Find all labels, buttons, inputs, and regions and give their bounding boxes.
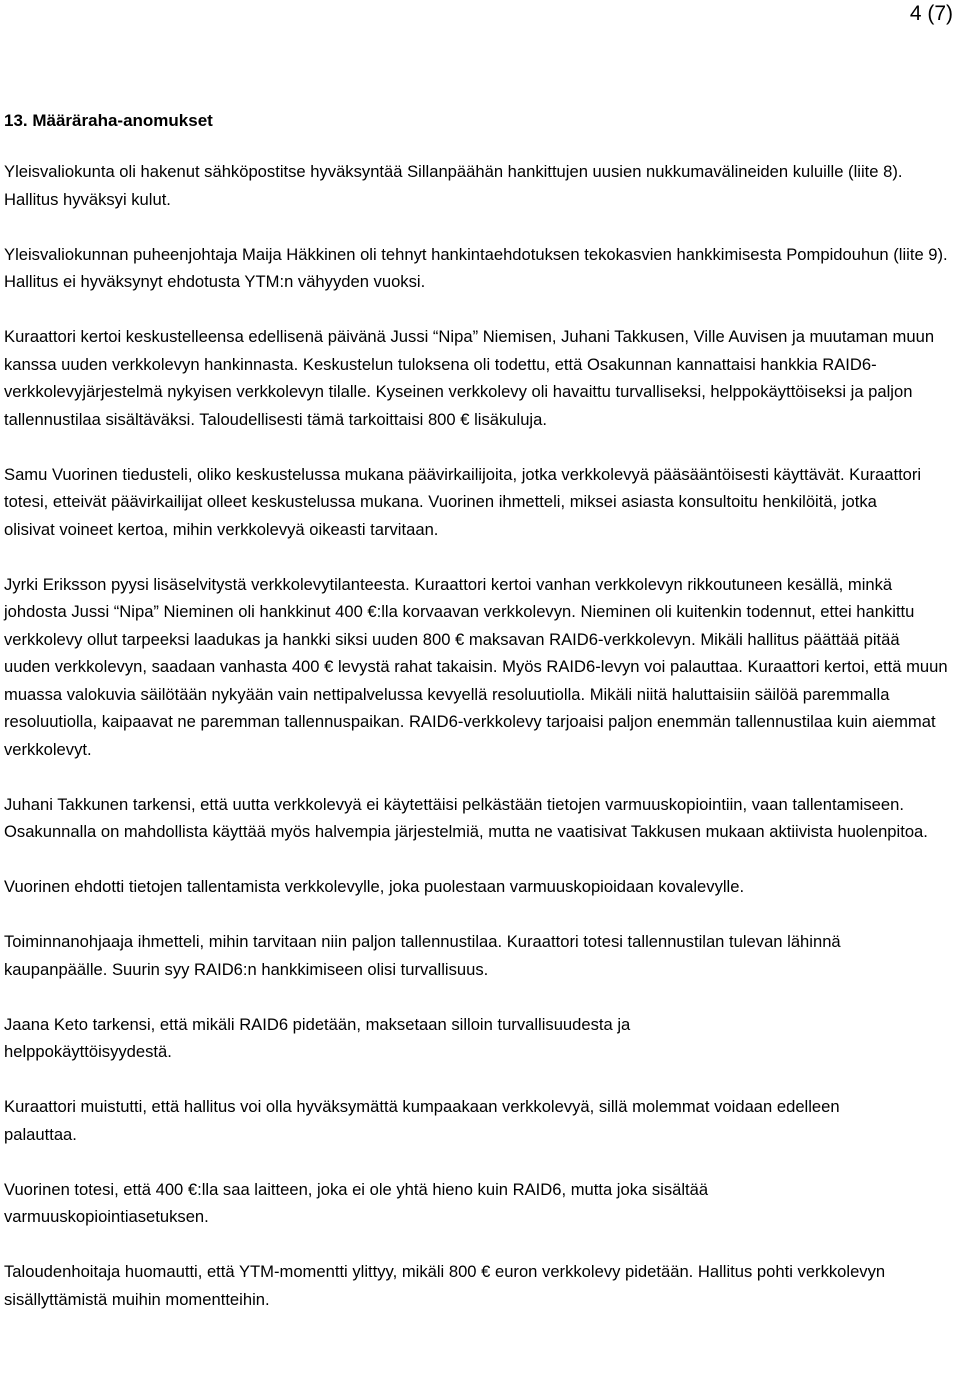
page-number: 4 (7) <box>909 2 953 25</box>
paragraph-vuorinen-question: Samu Vuorinen tiedusteli, oliko keskustelussa mukana päävirkailijoita, jotka verkkolevyä pääsääntöisesti käyttävät. Kuraattori totesi, etteivät päävirkailijat olleet keskustelussa mukana. Vuorinen ihmetteli, miksei asiasta konsultoitu henkilöitä, jotka olisivat voineet kertoa, mihin verkkolevyä oikeasti tarvitaan. <box>4 464 922 539</box>
section-heading: 13. Määräraha-anomukset <box>4 111 213 130</box>
paragraph-eriksson-clarification: Jyrki Eriksson pyysi lisäselvitystä verkkolevytilanteesta. Kuraattori kertoi vanhan verkkolevyn rikkoutuneen kesällä, minkä johdosta Jussi “Nipa” Nieminen oli hankkinut 400 €:lla korvaavan verkkolevyn. Nieminen oli kuitenkin todennut, ettei hankittu verkkolevy ollut tarpeeksi laadukas ja hankki siksi uuden 800 € maksavan RAID6-verkkolevyn. Mikäli hallitus päättää pitää uuden verkkolevyn, saadaan vanhasta 400 € levystä rahat takaisin. Myös RAID6-levyn voi palauttaa. Kuraattori kertoi, että muun muassa valokuvia säilötään nykyään vain nettipalvelussa kevyellä resoluutiolla. Mikäli niitä haluttaisiin säilöä paremmalla resoluutiolla, kaipaavat ne paremman tallennuspaikan. RAID6-verkkolevy tarjoaisi paljon enemmän tallennustilaa kuin aiemmat verkkolevyt. <box>4 574 948 759</box>
paragraph-takkunen-storage: Juhani Takkunen tarkensi, että uutta verkkolevyä ei käytettäisi pelkästään tietojen varmuuskopiointiin, vaan tallentamiseen. Osakunnalla on mahdollista käyttää myös halvempia järjestelmiä, mutta ne vaatisivat Takkusen mukaan aktiivista huolenpitoa. <box>4 794 928 841</box>
paragraph-sillanpaa-bedding: Yleisvaliokunta oli hakenut sähköpostitse hyväksyntää Sillanpäähän hankittujen uusien nukkumavälineiden kuluille (liite 8). Hallitus hyväksyi kulut. <box>4 162 903 209</box>
paragraph-operations-manager: Toiminnanohjaaja ihmetteli, mihin tarvitaan niin paljon tallennustilaa. Kuraattori totesi tallennustilan tulevan lähinnä kaupanpäälle. Suurin syy RAID6:n hankkimiseen olisi turvallisuus. <box>4 932 841 979</box>
document-body <box>4 107 950 1341</box>
paragraph-budget-exceeded: Taloudenhoitaja huomautti, että YTM-momentti ylittyy, mikäli 800 € euron verkkolevy pidetään. Hallitus pohti verkkolevyn sisällyttämistä muihin momentteihin. <box>4 1262 886 1309</box>
paragraph-cheaper-device: Vuorinen totesi, että 400 €:lla saa laitteen, joka ei ole yhtä hieno kuin RAID6, mutta joka sisältää varmuuskopiointiasetuksen. <box>4 1179 709 1226</box>
paragraph-artificial-plants: Yleisvaliokunnan puheenjohtaja Maija Häkkinen oli tehnyt hankintaehdotuksen tekokasvien hankkimisesta Pompidouhun (liite 9). Hallitus ei hyväksynyt ehdotusta YTM:n vähyyden vuoksi. <box>4 244 948 291</box>
paragraph-return-option: Kuraattori muistutti, että hallitus voi olla hyväksymättä kumpaakaan verkkolevyä, sillä molemmat voidaan edelleen palauttaa. <box>4 1097 840 1144</box>
paragraph-keto-safety: Jaana Keto tarkensi, että mikäli RAID6 pidetään, maksetaan silloin turvallisuudesta ja helppokäyttöisyydestä. <box>4 1014 631 1061</box>
paragraph-network-drive-proposal: Kuraattori kertoi keskustelleensa edellisenä päivänä Jussi “Nipa” Niemisen, Juhani Takkusen, Ville Auvisen ja muutaman muun kanssa uuden verkkolevyn hankinnasta. Keskustelun tuloksena oli todettu, että Osakunnan kannattaisi hankkia RAID6-verkkolevyjärjestelmä nykyisen verkkolevyn tilalle. Kyseinen verkkolevy oli havaittu turvalliseksi, helppokäyttöiseksi ja paljon tallennustilaa sisältäväksi. Taloudellisesti tämä tarkoittaisi 800 € lisäkuluja. <box>4 327 935 429</box>
paragraph-vuorinen-backup: Vuorinen ehdotti tietojen tallentamista verkkolevylle, joka puolestaan varmuuskopioidaan kovalevylle. <box>4 877 745 896</box>
